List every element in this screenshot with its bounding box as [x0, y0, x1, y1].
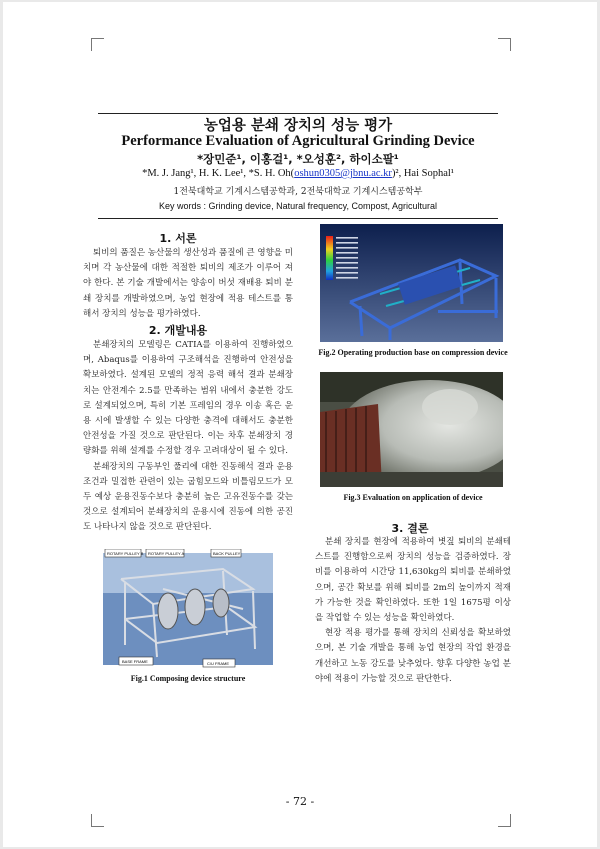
section-intro-title: 1. 서론 — [159, 232, 197, 245]
section-intro-body — [83, 246, 293, 322]
authors-en-post: )², Hai Sophal¹ — [391, 168, 454, 179]
figure-1-image — [103, 549, 273, 669]
label-rotary-pulley-b: ROTARY PULLEY B — [107, 551, 144, 556]
figure-3-caption: Fig.3 Evaluation on application of device — [343, 493, 483, 502]
crop-mark-top-left — [91, 38, 104, 51]
email-link[interactable]: oshun0305@jbnu.ac.kr — [294, 168, 392, 179]
authors-korean: *장민준¹, 이홍걸¹, *오성훈², 하이소팔¹ — [197, 152, 399, 166]
authors-english — [98, 168, 498, 179]
label-cu-frame: C/U FRAME — [207, 661, 229, 666]
intro-paragraph: 퇴비의 품질은 농산물의 생산성과 품질에 큰 영향을 미치며 각 농산물에 대한 적절한 퇴비의 제조가 이루어 져야 한다. 본 기술 개발에서는 양송이 버섯 재배용 퇴비 분쇄 장치를 개발하였으며, 농업 현장에 적용 테스트를 통해서 장치의 성능을 평가하였다. — [83, 248, 293, 319]
development-paragraph-1: 분쇄장치의 모델링은 CATIA를 이용하여 진행하였으며, Abaqus를 이용하여 구조해석을 진행하여 안전성을 확보하였다. 설계된 모델의 정적 응력 해석 결과 분쇄장치는 안전계수 2.5를 만족하는 범위 내에서 충분한 강도로 설계되었으며, 특히 기본 프레임의 경우 이송 혹은 운용 시에 발생할 수 있는 다양한 충격에 대해서도 충분한 안전성을 가질 것으로 판단된다. 이는 차후 분쇄장치 경량화를 위해 설계를 수정할 경우 고려대상이 될 수 있다. — [83, 340, 293, 457]
crop-mark-top-right — [498, 38, 511, 51]
page-number: - 72 - — [285, 795, 315, 808]
header-rule-bottom — [98, 218, 498, 219]
figure-2-image — [320, 224, 503, 342]
conclusion-paragraph-1: 분쇄 장치를 현장에 적용하여 볏짚 퇴비의 분쇄테스트를 진행함으로써 장치의 성능을 검증하였다. 장비를 이용하여 시간당 11,630kg의 퇴비를 분쇄하였으며, 공간 확보를 위해 퇴비를 2m의 높이까지 적재가 가능한 것을 확인하였다. 또한 1일 1675평 이상을 작업할 수 있는 성능을 확인하였다. — [315, 537, 511, 624]
section-conclusion-title: 3. 결론 — [391, 522, 429, 535]
keywords: Key words : Grinding device, Natural frequency, Compost, Agricultural — [159, 201, 437, 211]
affiliation: 1전북대학교 기계시스템공학과, 2전북대학교 기계시스템공학부 — [173, 187, 423, 197]
device-structure-drawing — [103, 549, 273, 669]
title-korean: 농업용 분쇄 장치의 성능 평가 — [203, 118, 393, 134]
stress-analysis-render — [320, 224, 503, 342]
title-english: Performance Evaluation of Agricultural Grinding Device — [121, 133, 475, 149]
crop-mark-bottom-left — [91, 814, 104, 827]
label-rotary-pulley-a: ROTARY PULLEY A — [148, 551, 185, 556]
authors-en-pre: *M. J. Jang¹, H. K. Lee¹, *S. H. Oh( — [142, 168, 295, 179]
paper-page — [3, 2, 597, 847]
section-conclusion-body — [315, 535, 511, 687]
figure-3-image — [320, 372, 503, 487]
development-paragraph-2: 분쇄장치의 구동부인 풀리에 대한 진동해석 결과 운용 조건과 밀접한 관련이 있는 굽힘모드와 비틀림모드가 모두 예상 운용진동수보다 충분히 높은 고유진동수를 갖는 것으로 설계되어 분쇄장치의 운용시에 진동에 의한 공진도 나타나지 않을 것으로 판단된다. — [83, 461, 293, 533]
conclusion-paragraph-2: 현장 적용 평가를 통해 장치의 신뢰성을 확보하였으며, 본 기술 개발을 통해 농업 현장의 작업 환경을 개선하고 노동 강도를 낮추었다. 향후 다양한 농업 분야에 적용이 가능할 것으로 판단한다. — [315, 628, 511, 684]
crop-mark-bottom-right — [498, 814, 511, 827]
label-back-pulley: BACK PULLEY — [213, 551, 241, 556]
section-development-title: 2. 개발내용 — [148, 324, 208, 337]
figure-2-caption: Fig.2 Operating production base on compression device — [318, 348, 508, 357]
figure-1-caption: Fig.1 Composing device structure — [130, 674, 246, 683]
field-test-photo — [320, 372, 503, 487]
section-development-body — [83, 338, 293, 536]
label-base-frame: BASE FRAME — [122, 659, 148, 664]
